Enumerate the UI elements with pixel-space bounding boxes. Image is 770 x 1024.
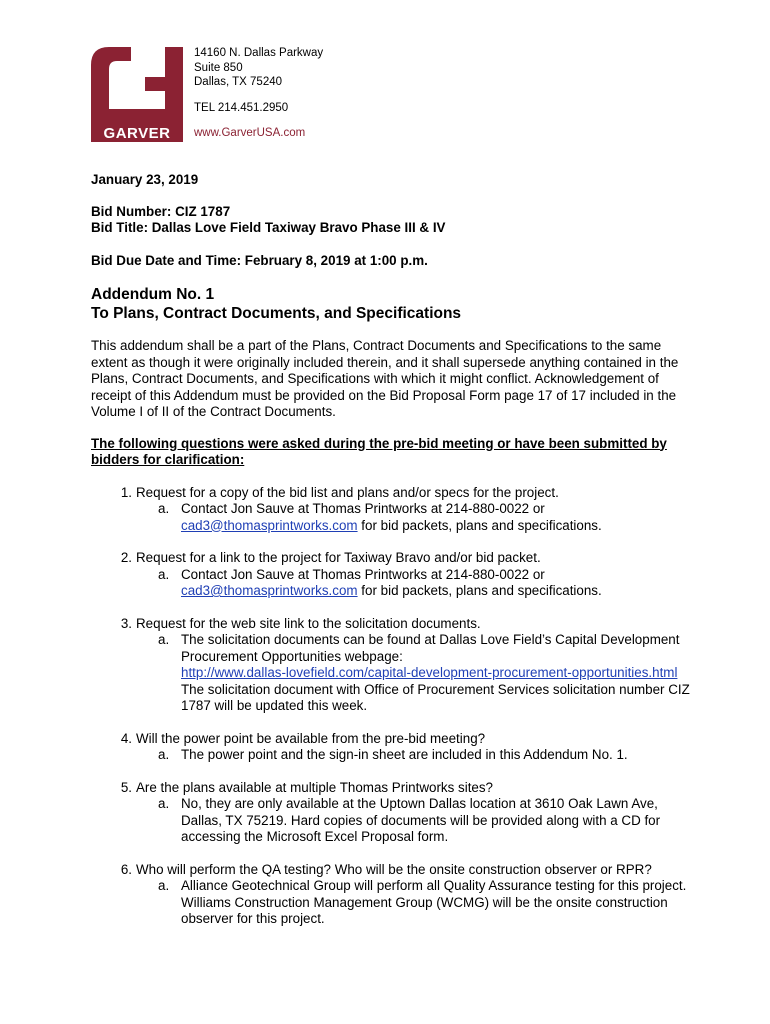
answer-letter: a. xyxy=(158,796,170,811)
email-link[interactable]: cad3@thomasprintworks.com xyxy=(181,583,358,598)
answer-letter: a. xyxy=(158,501,170,516)
question-number: 5. xyxy=(120,779,132,795)
answer xyxy=(136,501,691,534)
addendum-heading xyxy=(91,286,691,323)
question-item xyxy=(120,861,691,928)
question-number: 3. xyxy=(120,615,132,631)
question-text: Who will perform the QA testing? Who will be the onsite construction observer or RPR? xyxy=(136,861,652,877)
answer xyxy=(136,632,691,715)
question-text: Are the plans available at multiple Thomas Printworks sites? xyxy=(136,779,494,795)
question-text: Request for a link to the project for Taxiway Bravo and/or bid packet. xyxy=(136,550,541,565)
answer xyxy=(136,878,691,928)
answer-text: The solicitation documents can be found at Dallas Love Field’s Capital Development Procurement Opportunities webpage: xyxy=(181,632,680,664)
addendum-title: Addendum No. 1 xyxy=(91,286,215,303)
garver-logo xyxy=(91,47,183,142)
bid-number: Bid Number: CIZ 1787 xyxy=(91,203,231,219)
question-number: 6. xyxy=(120,861,132,877)
question-number: 4. xyxy=(120,730,132,746)
questions-list xyxy=(91,485,691,928)
question-item xyxy=(120,484,691,535)
answer-text: Alliance Geotechnical Group will perform all Quality Assurance testing for this project. Williams Construction Management Group (WCMG) will be the onsite construction observer for this project. xyxy=(181,878,687,926)
address-line-1: 14160 N. Dallas Parkway xyxy=(194,47,324,59)
question-text: Will the power point be available from the pre-bid meeting? xyxy=(136,730,486,746)
intro-paragraph: This addendum shall be a part of the Plans, Contract Documents and Specifications to the same extent as though it were originally included therein, and it shall supersede anything contained in the Plans, Contract Documents, and Specifications with which it might conflict. Acknowledgement of receipt of this Addendum must be provided on the Bid Proposal Form page 17 of 17 included in the Volume I of II of the Contract Documents. xyxy=(91,338,679,419)
answer-text-after: for bid packets, plans and specifications. xyxy=(357,517,602,533)
answer xyxy=(136,567,691,600)
question-number: 1. xyxy=(120,484,132,500)
bid-due-date: Bid Due Date and Time: February 8, 2019 at 1:00 p.m. xyxy=(91,252,428,268)
answer-letter: a. xyxy=(158,632,170,647)
question-item xyxy=(120,779,691,846)
url-link[interactable]: http://www.dallas-lovefield.com/capital-development-procurement-opportunities.html xyxy=(181,665,678,680)
answer-letter: a. xyxy=(158,747,170,762)
answer xyxy=(136,796,691,846)
address-line-3: Dallas, TX 75240 xyxy=(194,76,283,88)
questions-heading: The following questions were asked during the pre-bid meeting or have been submitted by bidders for clarification: xyxy=(91,435,667,467)
answer xyxy=(136,747,691,764)
logo-wordmark: GARVER xyxy=(91,125,183,142)
question-text: Request for a copy of the bid list and plans and/or specs for the project. xyxy=(136,484,559,500)
answer-text-after: for bid packets, plans and specifications. xyxy=(357,583,602,598)
answer-text: No, they are only available at the Uptown Dallas location at 3610 Oak Lawn Ave, Dallas, TX 75219. Hard copies of documents will be provided along with a CD for accessing the Microsoft Excel Proposal form. xyxy=(181,796,661,844)
letterhead-address xyxy=(194,46,323,141)
addendum-subtitle: To Plans, Contract Documents, and Specifications xyxy=(91,304,462,322)
question-item xyxy=(120,615,691,715)
answer-text: The power point and the sign-in sheet are included in this Addendum No. 1. xyxy=(181,747,628,762)
answer-letter: a. xyxy=(158,878,170,893)
answer-text-after: The solicitation document with Office of Procurement Services solicitation number CIZ 1787 will be updated this week. xyxy=(181,681,690,713)
question-number: 2. xyxy=(120,550,132,565)
question-item xyxy=(120,730,691,764)
letter-date: January 23, 2019 xyxy=(91,172,199,187)
answer-letter: a. xyxy=(158,566,170,582)
telephone: TEL 214.451.2950 xyxy=(194,101,289,114)
garver-g-mark-icon xyxy=(91,47,183,125)
email-link[interactable]: cad3@thomasprintworks.com xyxy=(181,517,358,533)
answer-text: Contact Jon Sauve at Thomas Printworks at 214-880-0022 or xyxy=(181,501,545,516)
bid-title: Bid Title: Dallas Love Field Taxiway Bravo Phase III & IV xyxy=(91,220,446,235)
letter-body xyxy=(91,172,691,944)
website-link[interactable]: www.GarverUSA.com xyxy=(194,127,306,139)
question-text: Request for the web site link to the solicitation documents. xyxy=(136,615,481,631)
address-line-2: Suite 850 xyxy=(194,61,243,74)
answer-text: Contact Jon Sauve at Thomas Printworks at 214-880-0022 or xyxy=(181,566,545,582)
question-item xyxy=(120,550,691,600)
